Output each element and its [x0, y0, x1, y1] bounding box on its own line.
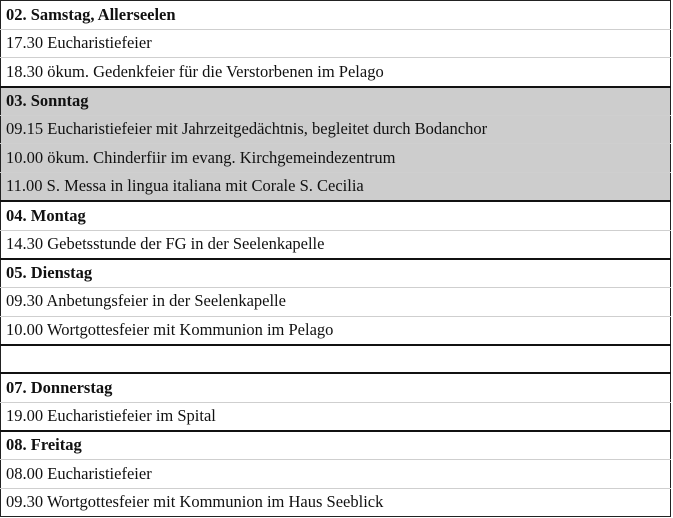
- schedule-body: [1, 1, 671, 517]
- empty-row: [1, 345, 671, 374]
- event-entry: 10.00 ökum. Chinderfiir im evang. Kirchgemeindezentrum: [1, 144, 671, 173]
- day-header: 02. Samstag, Allerseelen: [1, 1, 671, 30]
- event-entry: 17.30 Eucharistiefeier: [1, 29, 671, 58]
- day-header-row: [1, 1, 671, 30]
- event-entry: 09.30 Anbetungsfeier in der Seelenkapelle: [1, 287, 671, 316]
- event-entry: 18.30 ökum. Gedenkfeier für die Verstorbenen im Pelago: [1, 58, 671, 87]
- event-entry: 10.00 Wortgottesfeier mit Kommunion im Pelago: [1, 316, 671, 345]
- day-header-row: [1, 87, 671, 116]
- empty-cell: [1, 345, 671, 374]
- day-header: 03. Sonntag: [1, 87, 671, 116]
- event-entry: 19.00 Eucharistiefeier im Spital: [1, 402, 671, 431]
- event-row: [1, 115, 671, 144]
- event-row: [1, 488, 671, 517]
- event-entry: 09.30 Wortgottesfeier mit Kommunion im Haus Seeblick: [1, 488, 671, 517]
- event-row: [1, 402, 671, 431]
- event-row: [1, 173, 671, 202]
- event-entry: 14.30 Gebetsstunde der FG in der Seelenkapelle: [1, 230, 671, 259]
- day-header: 05. Dienstag: [1, 259, 671, 288]
- day-header-row: [1, 431, 671, 460]
- event-row: [1, 316, 671, 345]
- event-entry: 09.15 Eucharistiefeier mit Jahrzeitgedächtnis, begleitet durch Bodanchor: [1, 115, 671, 144]
- event-row: [1, 58, 671, 87]
- event-entry: 08.00 Eucharistiefeier: [1, 460, 671, 489]
- day-header: 08. Freitag: [1, 431, 671, 460]
- event-entry: 11.00 S. Messa in lingua italiana mit Corale S. Cecilia: [1, 173, 671, 202]
- day-header: 04. Montag: [1, 201, 671, 230]
- event-row: [1, 230, 671, 259]
- event-row: [1, 287, 671, 316]
- event-row: [1, 144, 671, 173]
- day-header-row: [1, 259, 671, 288]
- day-header-row: [1, 373, 671, 402]
- event-row: [1, 29, 671, 58]
- day-header: 07. Donnerstag: [1, 373, 671, 402]
- event-row: [1, 460, 671, 489]
- day-header-row: [1, 201, 671, 230]
